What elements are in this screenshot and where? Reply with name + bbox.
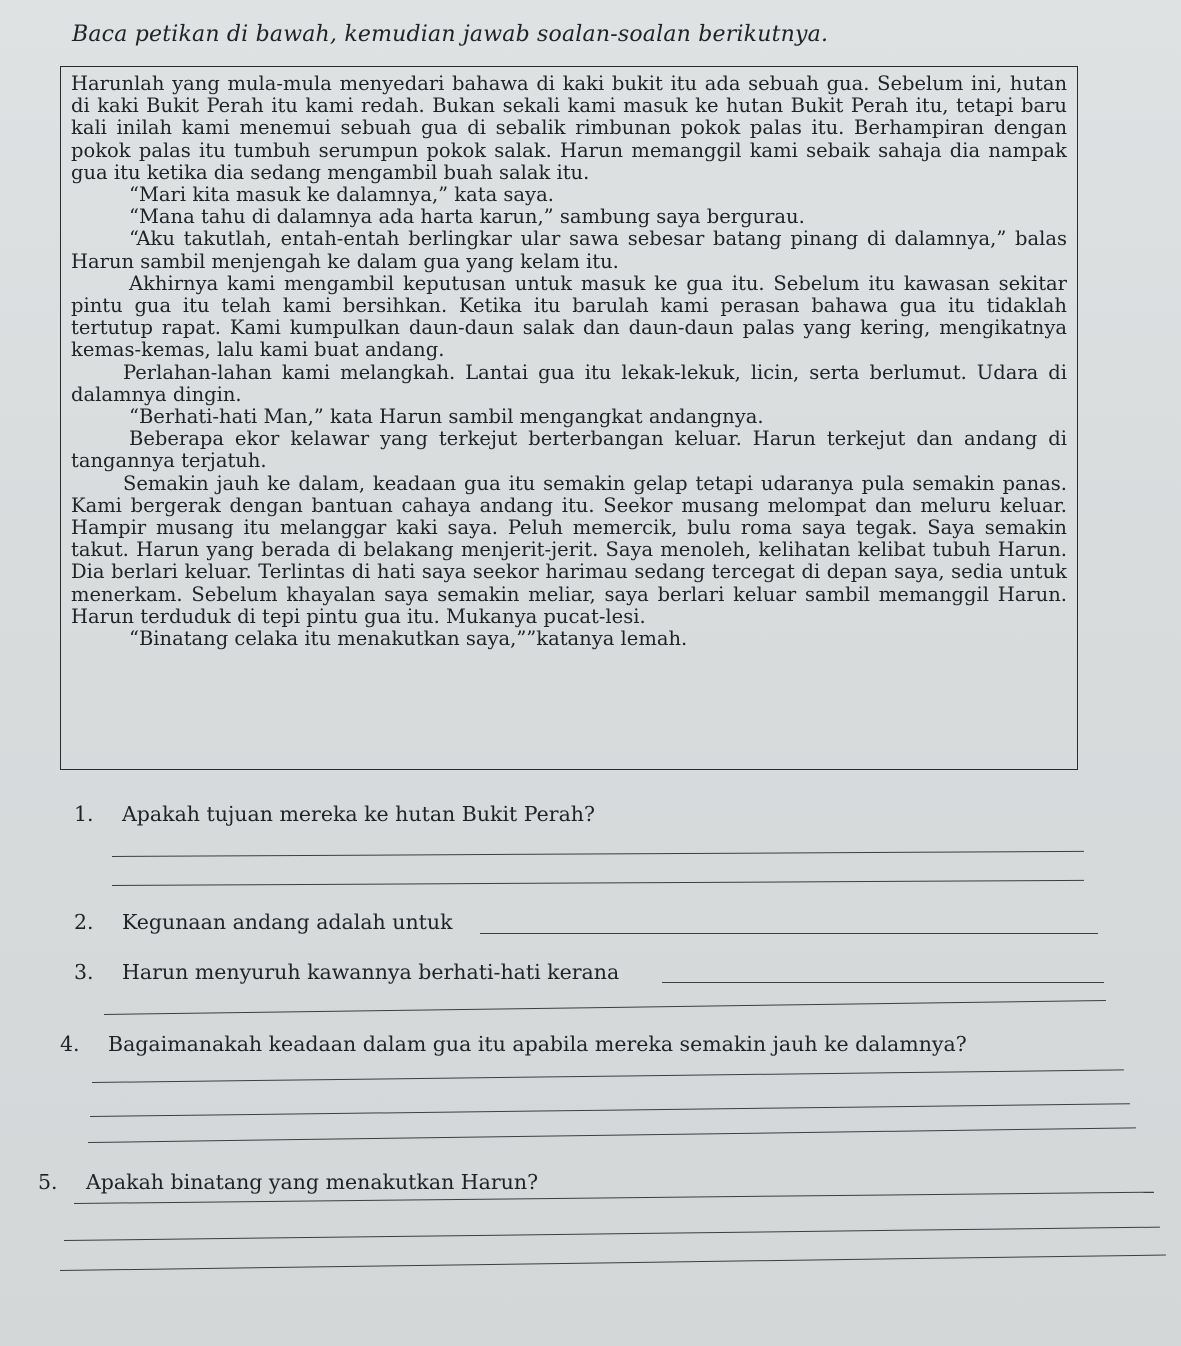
answer-line[interactable] bbox=[90, 1103, 1130, 1117]
question-1 bbox=[74, 802, 595, 826]
passage bbox=[71, 73, 1067, 650]
passage-paragraph: “Mana tahu di dalamnya ada harta karun,” sambung saya bergurau. bbox=[129, 205, 805, 229]
passage-paragraph: Semakin jauh ke dalam, keadaan gua itu semakin gelap tetapi udaranya pula semakin panas. Kami bergerak dengan bantuan cahaya andang itu. Seekor musang melompat dan meluru keluar. Hampir musang itu melanggar kaki saya. Peluh memercik, bulu roma saya tegak. Saya semakin takut. Harun yang berada di belakang menjerit-jerit. Saya menoleh, kelihatan kelibat tubuh Harun. Dia berlari keluar. Terlintas di hati saya seekor harimau sedang tercegat di depan saya, sedia untuk menerkam. Sebelum khayalan saya semakin meliar, saya berlari keluar sambil memanggil Harun. Harun terduduk di tepi pintu gua itu. Mukanya pucat-lesi. bbox=[71, 471, 1067, 628]
question-number: 4. bbox=[60, 1032, 80, 1056]
question-3 bbox=[74, 960, 619, 984]
question-4 bbox=[60, 1032, 967, 1056]
answer-line[interactable] bbox=[64, 1227, 1160, 1241]
question-text: Apakah binatang yang menakutkan Harun? bbox=[86, 1170, 539, 1194]
passage-paragraph: Harunlah yang mula-mula menyedari bahawa di kaki bukit itu ada sebuah gua. Sebelum ini, hutan di kaki Bukit Perah itu kami redah. Bukan sekali kami masuk ke hutan Bukit Perah itu, tetapi baru kali inilah kami menemui sebuah gua di sebalik rimbunan pokok palas itu. Berhampiran dengan pokok palas itu tumbuh serumpun pokok salak. Harun memanggil kami sebaik sahaja dia nampak gua itu ketika dia sedang mengambil buah salak itu. bbox=[71, 72, 1067, 184]
question-text: Bagaimanakah keadaan dalam gua itu apabila mereka semakin jauh ke dalamnya? bbox=[108, 1032, 967, 1056]
question-text: Kegunaan andang adalah untuk bbox=[122, 910, 453, 934]
passage-paragraph: “Berhati-hati Man,” kata Harun sambil mengangkat andangnya. bbox=[129, 405, 764, 429]
question-2 bbox=[74, 910, 453, 934]
passage-paragraph: “Binatang celaka itu menakutkan saya,””katanya lemah. bbox=[129, 627, 688, 651]
answer-line[interactable] bbox=[92, 1069, 1124, 1083]
passage-paragraph: Akhirnya kami mengambil keputusan untuk masuk ke gua itu. Sebelum itu kawasan sekitar pintu gua itu telah kami bersihkan. Ketika itu barulah kami perasan bahawa gua itu tidaklah tertutup rapat. Kami kumpulkan daun-daun salak dan daun-daun palas yang kering, mengikatnya kemas-kemas, lalu kami buat andang. bbox=[71, 271, 1067, 362]
answer-line[interactable] bbox=[60, 1255, 1166, 1271]
answer-line[interactable] bbox=[662, 982, 1104, 983]
passage-paragraph: Beberapa ekor kelawar yang terkejut berterbangan keluar. Harun terkejut dan andang di tangannya terjatuh. bbox=[71, 427, 1067, 473]
passage-box bbox=[60, 66, 1078, 770]
answer-line[interactable] bbox=[88, 1127, 1136, 1143]
passage-paragraph: “Aku takutlah, entah-entah berlingkar ular sawa sebesar batang pinang di dalamnya,” balas Harun sambil menjengah ke dalam gua yang kelam itu. bbox=[71, 227, 1067, 273]
answer-line[interactable] bbox=[104, 1000, 1106, 1015]
question-number: 1. bbox=[74, 802, 94, 826]
answer-line[interactable] bbox=[112, 880, 1084, 886]
passage-paragraph: “Mari kita masuk ke dalamnya,” kata saya. bbox=[129, 183, 554, 207]
answer-line[interactable] bbox=[480, 933, 1098, 934]
question-number: 5. bbox=[38, 1170, 58, 1194]
question-number: 2. bbox=[74, 910, 94, 934]
question-number: 3. bbox=[74, 960, 94, 984]
instruction-text: Baca petikan di bawah, kemudian jawab soalan-soalan berikutnya. bbox=[72, 22, 829, 47]
passage-paragraph: Perlahan-lahan kami melangkah. Lantai gua itu lekak-lekuk, licin, serta berlumut. Udara di dalamnya dingin. bbox=[71, 360, 1067, 406]
question-text: Apakah tujuan mereka ke hutan Bukit Perah? bbox=[122, 802, 595, 826]
question-5 bbox=[38, 1170, 538, 1194]
question-text: Harun menyuruh kawannya berhati-hati kerana bbox=[122, 960, 620, 984]
answer-line[interactable] bbox=[112, 851, 1084, 857]
